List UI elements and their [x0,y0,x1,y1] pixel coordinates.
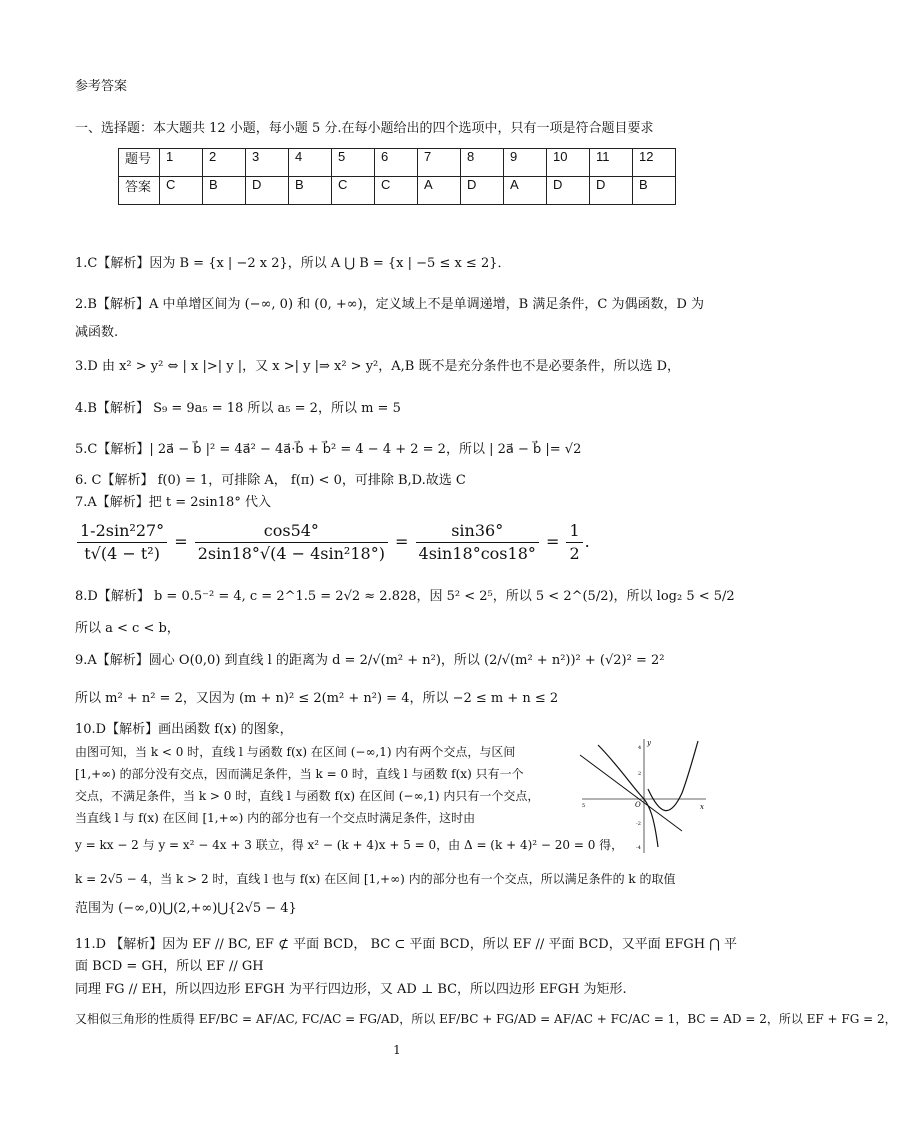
line-l [580,755,682,831]
axis-label-y: y [647,739,651,747]
numerator: 1-2sin²27° [77,520,167,543]
table-cell: 11 [590,149,633,177]
numerator: 1 [566,520,582,543]
solution-10-1: 10.D【解析】画出函数 f(x) 的图象， [75,722,293,737]
table-cell: 3 [246,149,289,177]
solution-1: 1.C【解析】因为 B = {x | −2 x 2}，所以 A ⋃ B = {x | −5 ≤ x ≤ 2}． [75,256,511,271]
table-cell: B [203,177,246,205]
axis-label-x: x [700,803,704,811]
solution-10-8: 范围为 (−∞,0)⋃(2,+∞)⋃{2√5 − 4} [75,901,297,916]
denominator: 2sin18°√(4 − 4sin²18°) [197,544,385,563]
table-cell: 7 [418,149,461,177]
solution-9: 9.A【解析】圆心 O(0,0) 到直线 l 的距离为 d = 2/√(m² + n²)，所以 (2/√(m² + n²))² + (√2)² = 2² [75,653,665,668]
table-cell: D [461,177,504,205]
table-cell: 9 [504,149,547,177]
table-row [119,149,676,177]
table-cell: 1 [160,149,203,177]
solution-7-equation: $\frac{\text{1-2sin²27°}}{\text{t√(4 − t²)}}$ = $\frac{\cos 54^\circ}{\text{2sin18°√(4 − 4sin²18°)}}$ = $\frac{\sin 36^\circ}{4\sin 18^\circ\cos 18^\circ}$ = $\frac{1}{2}$ . [75,520,590,565]
section-title: 一、选择题：本大题共 12 小题，每小题 5 分.在每小题给出的四个选项中，只有一项是符合题目要求 [75,121,654,136]
answer-heading: 参考答案 [75,79,128,94]
solution-10-6: y = kx − 2 与 y = x² − 4x + 3 联立，得 x² − (k + 4)x + 5 = 0，由 Δ = (k + 4)² − 20 = 0 得， [75,838,624,852]
table-cell: D [246,177,289,205]
solution-4: 4.B【解析】 S₉ = 9a₅ = 18 所以 a₅ = 2，所以 m = 5 [75,401,401,416]
fraction [416,520,539,565]
table-cell: C [332,177,375,205]
table-cell: A [504,177,547,205]
tick-label: 2 [638,771,642,777]
curve-right-branch [648,741,698,811]
tick-label: 4 [638,745,642,751]
table-cell: A [418,177,461,205]
solution-7-intro: 7.A【解析】把 t = 2sin18° 代入 [75,495,271,510]
denominator: 4sin18°cos18° [418,544,536,563]
tick-label: 5 [582,803,586,809]
denominator: 2 [569,544,580,563]
row-label: 答案 [119,177,160,205]
tick-label: -2 [636,821,641,827]
table-cell: 10 [547,149,590,177]
table-cell: D [547,177,590,205]
solution-8-cont: 所以 a < c < b， [75,621,180,636]
page-number: 1 [393,1043,401,1057]
table-cell: C [160,177,203,205]
solution-11-4: 又相似三角形的性质得 EF/BC = AF/AC, FC/AC = FG/AD，所以 EF/BC + FG/AD = AF/AC + FC/AC = 1，BC = AD = 2，所以 EF + FG = 2， [75,1012,897,1026]
solution-11-1: 11.D 【解析】因为 EF // BC, EF ⊄ 平面 BCD， BC ⊂ 平面 BCD，所以 EF // 平面 BCD，又平面 EFGH ⋂ 平 [75,937,737,952]
table-cell: D [590,177,633,205]
numerator: sin36° [416,520,539,543]
solution-3: 3.D 由 x² > y² ⇔ | x |>| y |，又 x >| y |⇒ x² > y²，A,B 既不是充分条件也不是必要条件，所以选 D， [75,359,681,374]
table-cell: 2 [203,149,246,177]
table-cell: 4 [289,149,332,177]
table-cell: B [289,177,332,205]
table-cell: 6 [375,149,418,177]
fraction [566,520,582,565]
row-label: 题号 [119,149,160,177]
numerator: cos54° [195,520,388,543]
table-cell: 8 [461,149,504,177]
origin-label: O [635,801,641,809]
table-cell: C [375,177,418,205]
table-cell: 5 [332,149,375,177]
fraction [77,520,167,565]
solution-10-5: 当直线 l 与 f(x) 在区间 [1,+∞) 内的部分也有一个交点时满足条件，这时由 [75,811,476,825]
fraction [195,520,388,565]
solution-9-cont: 所以 m² + n² = 2，又因为 (m + n)² ≤ 2(m² + n²) = 4，所以 −2 ≤ m + n ≤ 2 [75,691,559,706]
solution-10-7: k = 2√5 − 4，当 k > 2 时，直线 l 也与 f(x) 在区间 [1,+∞) 内的部分也有一个交点，所以满足条件的 k 的取值 [75,872,676,886]
solution-6: 6. C【解析】 f(0) = 1，可排除 A， f(π) < 0，可排除 B,D.故选 C [75,473,466,488]
curve-left-branch [598,745,658,847]
solution-10-3: [1,+∞) 的部分没有交点，因而满足条件，当 k = 0 时，直线 l 与函数 f(x) 只有一个 [75,767,524,781]
function-graph [578,735,710,857]
table-cell: B [633,177,676,205]
table-row [119,177,676,205]
solution-5: 5.C【解析】| 2a⃗ − b⃗ |² = 4a⃗² − 4a⃗·b⃗ + b⃗² = 4 − 4 + 2 = 2，所以 | 2a⃗ − b⃗ |= √2 [75,442,582,457]
solution-11-3: 同理 FG // EH，所以四边形 EFGH 为平行四边形，又 AD ⊥ BC，所以四边形 EFGH 为矩形. [75,982,627,997]
table-cell: 12 [633,149,676,177]
solution-2: 2.B【解析】A 中单增区间为 (−∞, 0) 和 (0, +∞)，定义域上不是单调递增，B 满足条件，C 为偶函数，D 为 [75,297,704,312]
solution-8: 8.D【解析】 b = 0.5⁻² = 4, c = 2^1.5 = 2√2 ≈ 2.828，因 5² < 2⁵，所以 5 < 2^(5/2)，所以 log₂ 5 < 5/2 [75,589,735,604]
solution-11-2: 面 BCD = GH，所以 EF // GH [75,959,264,974]
solution-10-4: 交点，不满足条件，当 k > 0 时，直线 l 与函数 f(x) 在区间 (−∞,1) 内只有一个交点， [75,789,540,803]
solution-2-cont: 减函数. [75,325,119,340]
answer-table [118,148,676,205]
denominator: t√(4 − t²) [84,544,160,563]
solution-10-2: 由图可知，当 k < 0 时，直线 l 与函数 f(x) 在区间 (−∞,1) 内有两个交点，与区间 [75,745,516,759]
tick-label: -4 [636,845,641,851]
